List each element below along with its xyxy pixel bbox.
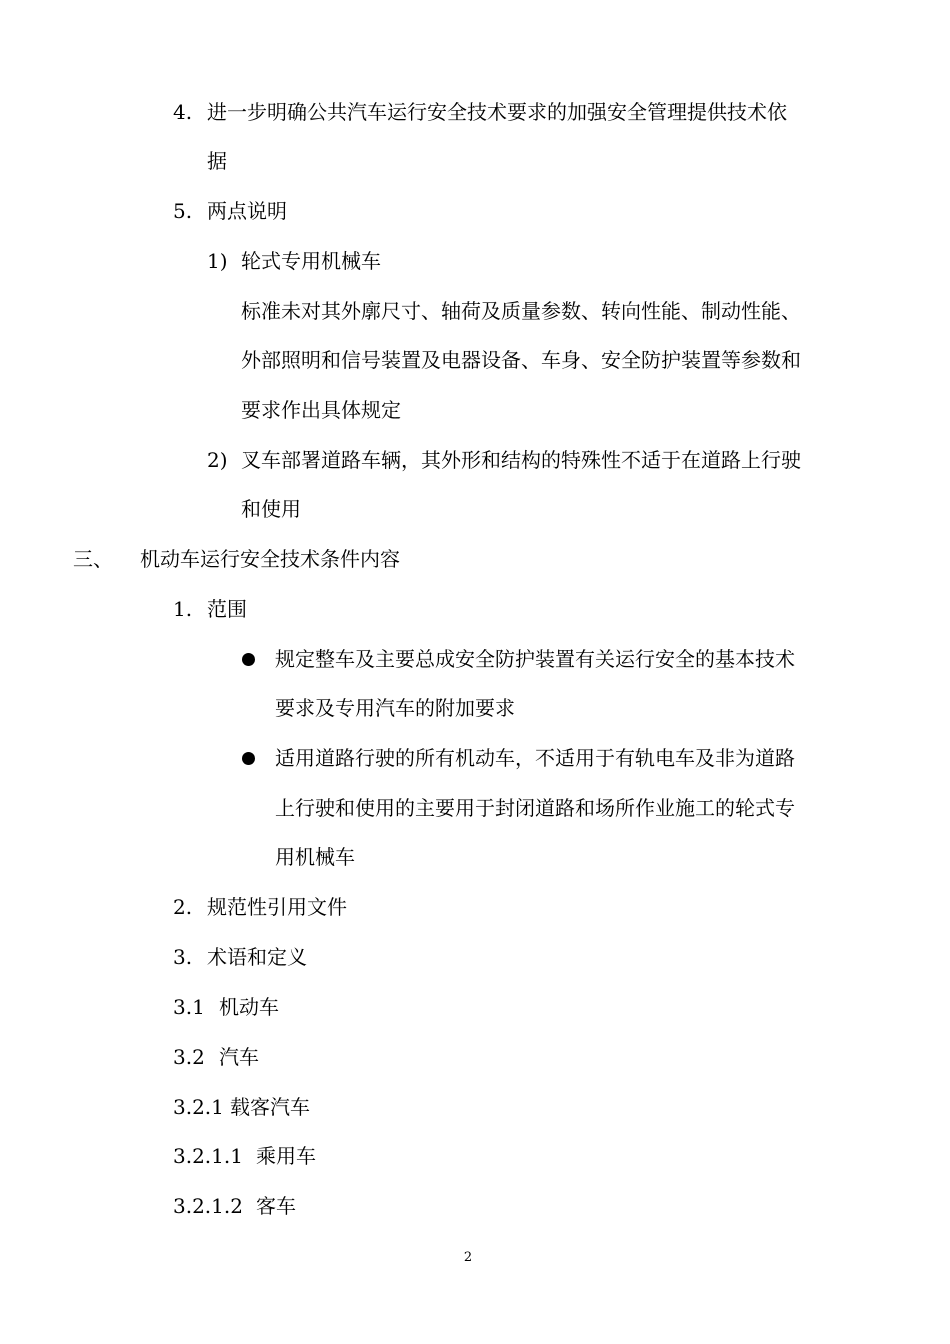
term-3-2-1-1-title: 乘用车 bbox=[256, 1144, 316, 1168]
subitem-2-text-line-2: 和使用 bbox=[241, 497, 301, 521]
term-3-2-1-number: 3.2.1 bbox=[173, 1095, 224, 1119]
term-3-2-1-title: 载客汽车 bbox=[230, 1095, 310, 1119]
item-4-number: 4. bbox=[173, 100, 193, 124]
terms-number: 3. bbox=[173, 945, 193, 969]
subitem-1-paragraph-line-2: 外部照明和信号装置及电器设备、车身、安全防护装置等参数和 bbox=[241, 348, 801, 372]
bullet-1-text-line-2: 要求及专用汽车的附加要求 bbox=[275, 696, 515, 720]
term-3-2-title: 汽车 bbox=[219, 1045, 259, 1069]
references-number: 2. bbox=[173, 895, 193, 919]
section-three-title: 机动车运行安全技术条件内容 bbox=[140, 547, 400, 571]
subitem-1-paragraph-line-1: 标准未对其外廓尺寸、轴荷及质量参数、转向性能、制动性能、 bbox=[241, 299, 801, 323]
term-3-1-number: 3.1 bbox=[173, 995, 205, 1019]
references-title: 规范性引用文件 bbox=[207, 895, 347, 919]
item-4-text-line-1: 进一步明确公共汽车运行安全技术要求的加强安全管理提供技术依 bbox=[207, 100, 787, 124]
bullet-1-text-line-1: 规定整车及主要总成安全防护装置有关运行安全的基本技术 bbox=[275, 647, 795, 671]
item-5-text: 两点说明 bbox=[207, 199, 287, 223]
subitem-1-text: 轮式专用机械车 bbox=[241, 249, 381, 273]
subitem-1-number: 1) bbox=[207, 249, 228, 273]
section-three-number: 三、 bbox=[73, 547, 113, 571]
bullet-1-icon bbox=[242, 653, 255, 666]
bullet-2-icon bbox=[242, 752, 255, 765]
term-3-2-1-1-number: 3.2.1.1 bbox=[173, 1144, 243, 1168]
page-number: 2 bbox=[463, 1250, 473, 1265]
scope-number: 1. bbox=[173, 597, 193, 621]
bullet-2-text-line-1: 适用道路行驶的所有机动车，不适用于有轨电车及非为道路 bbox=[275, 746, 795, 770]
subitem-2-text-line-1: 叉车部署道路车辆，其外形和结构的特殊性不适于在道路上行驶 bbox=[241, 448, 801, 472]
item-5-number: 5. bbox=[173, 199, 193, 223]
term-3-2-1-2-title: 客车 bbox=[256, 1194, 296, 1218]
term-3-2-1-2-number: 3.2.1.2 bbox=[173, 1194, 243, 1218]
item-4-text-line-2: 据 bbox=[207, 149, 227, 173]
terms-title: 术语和定义 bbox=[207, 945, 307, 969]
bullet-2-text-line-3: 用机械车 bbox=[275, 845, 355, 869]
term-3-1-title: 机动车 bbox=[219, 995, 279, 1019]
term-3-2-number: 3.2 bbox=[173, 1045, 205, 1069]
subitem-1-paragraph-line-3: 要求作出具体规定 bbox=[241, 398, 401, 422]
bullet-2-text-line-2: 上行驶和使用的主要用于封闭道路和场所作业施工的轮式专 bbox=[275, 796, 795, 820]
scope-title: 范围 bbox=[207, 597, 247, 621]
subitem-2-number: 2) bbox=[207, 448, 228, 472]
